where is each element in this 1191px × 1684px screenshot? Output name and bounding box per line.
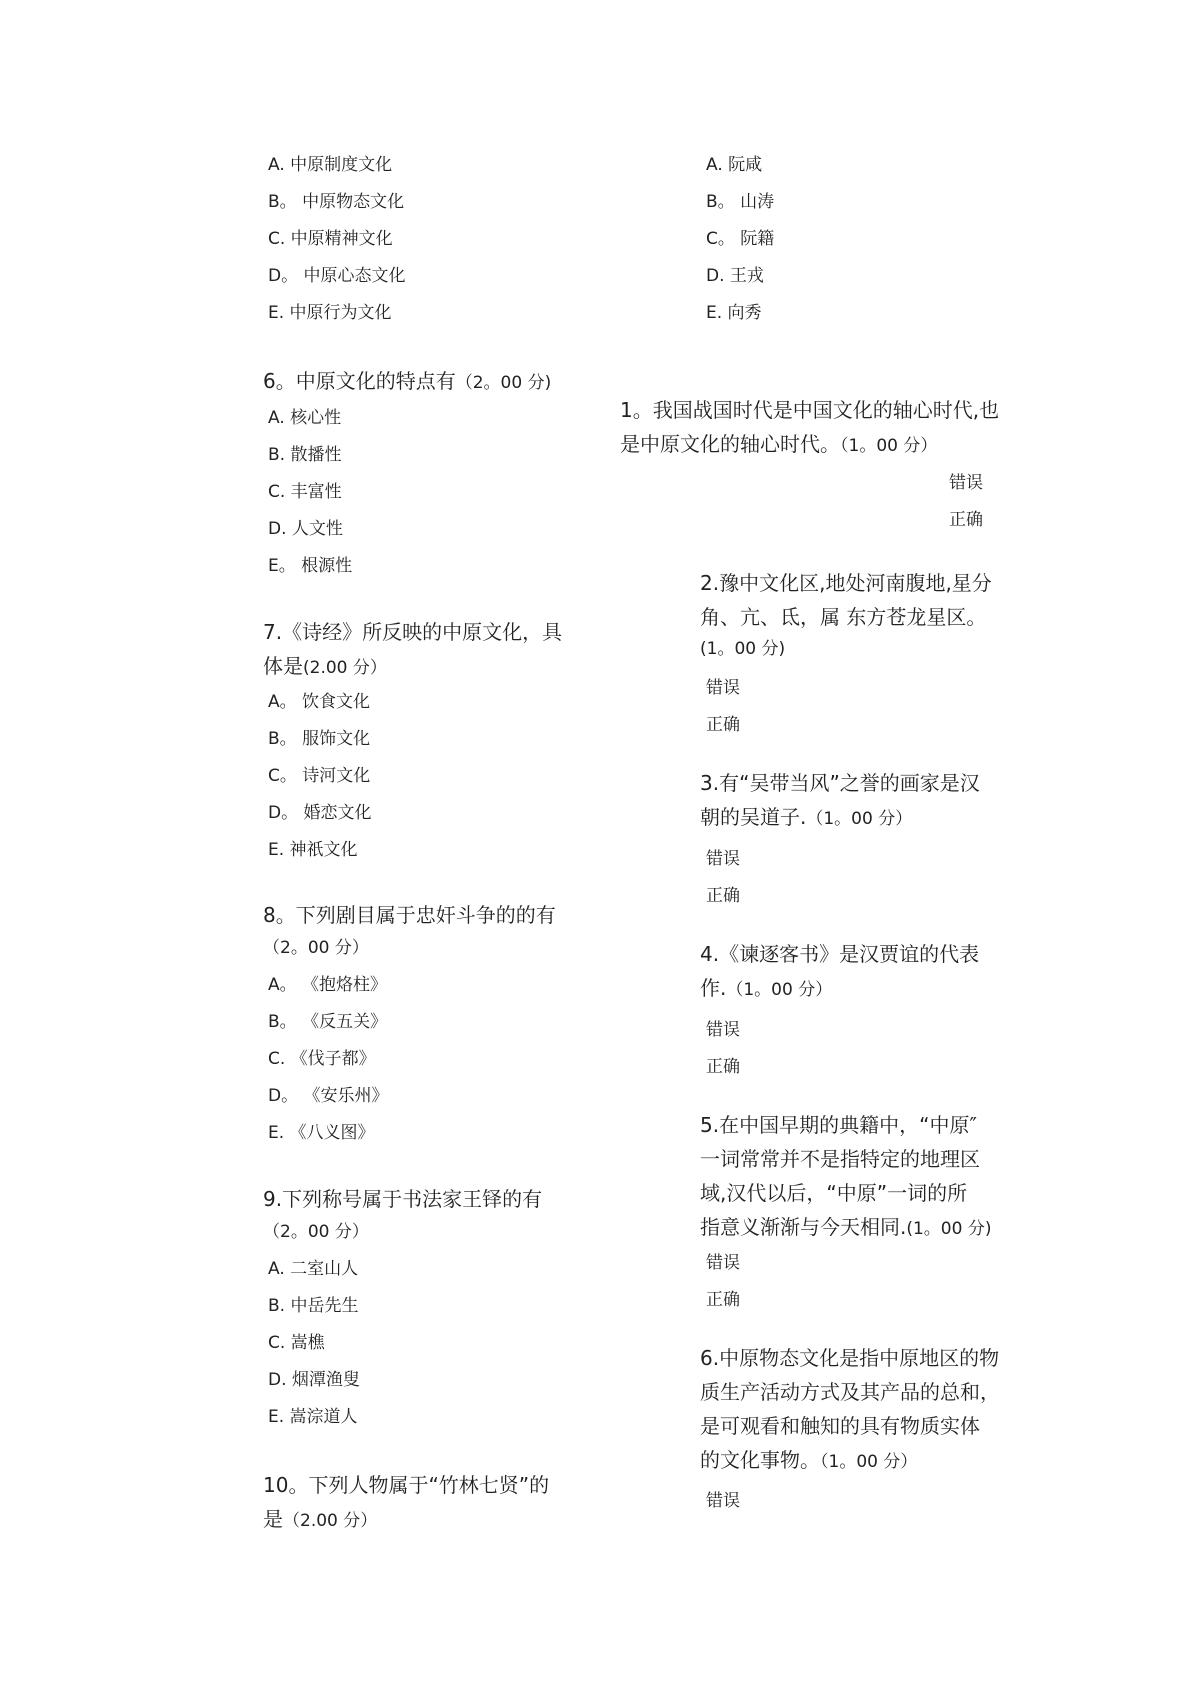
choice-true[interactable]: 正确 <box>949 510 983 530</box>
option-e[interactable]: E. 向秀 <box>706 303 762 323</box>
option-c[interactable]: C. 丰富性 <box>268 482 342 502</box>
option-c[interactable]: C。 阮籍 <box>706 229 775 249</box>
option-e[interactable]: E. 中原行为文化 <box>268 303 392 323</box>
question-text-line1: 3.有“吴带当风”之誉的画家是汉 <box>700 771 980 795</box>
option-d[interactable]: D. 人文性 <box>268 519 343 539</box>
option-d[interactable]: D. 王戎 <box>706 266 764 286</box>
option-a[interactable]: A。 饮食文化 <box>268 692 371 712</box>
points: (2.00 分） <box>303 658 387 678</box>
option-b[interactable]: B。 服饰文化 <box>268 729 371 749</box>
question-text-line4: 指意义渐渐与今天相同.(1。00 分) <box>700 1215 992 1239</box>
question-6 <box>263 364 583 400</box>
option-a[interactable]: A. 中原制度文化 <box>268 155 393 175</box>
q10-options <box>706 154 774 339</box>
points: (1。00 分) <box>906 1219 992 1239</box>
points: （1。00 分） <box>726 980 833 1000</box>
choice-false[interactable]: 错误 <box>706 1491 740 1511</box>
choice-true[interactable]: 正确 <box>706 1057 740 1077</box>
question-text-line3: 是可观看和触知的具有物质实体 <box>700 1414 980 1438</box>
question-text-line2: 作.（1。00 分） <box>700 976 833 1000</box>
question-text-line3: 域,汉代以后，“中原”一词的所 <box>700 1181 968 1205</box>
tf-question-5 <box>700 1108 1040 1246</box>
option-c[interactable]: C。 诗河文化 <box>268 766 371 786</box>
tf-5-choices <box>706 1252 740 1326</box>
question-text-line2 <box>263 1216 593 1246</box>
tf-6-choices <box>706 1490 740 1527</box>
tf-question-4 <box>700 937 1030 1007</box>
tf-4-choices <box>706 1019 740 1093</box>
choice-true[interactable]: 正确 <box>706 1290 740 1310</box>
question-text-line1: 8。下列剧目属于忠奸斗争的的有 <box>263 903 556 927</box>
option-a[interactable]: A. 二室山人 <box>268 1259 359 1279</box>
option-b[interactable]: B. 中岳先生 <box>268 1296 359 1316</box>
question-text: 6。中原文化的特点有（2。00 分) <box>263 369 552 393</box>
option-e[interactable]: E. 嵩淙道人 <box>268 1407 358 1427</box>
tf-2-choices <box>706 677 740 751</box>
points: （2。00 分） <box>263 1222 369 1242</box>
option-e[interactable]: E。 根源性 <box>268 556 353 576</box>
question-text-line2: 角、亢、氐，属 东方苍龙星区。 <box>700 605 987 629</box>
choice-false[interactable]: 错误 <box>706 1020 740 1040</box>
question-9 <box>263 1182 593 1246</box>
question-text-line2: 是（2.00 分） <box>263 1507 378 1531</box>
question-text-line2: 一词常常并不是指特定的地理区 <box>700 1147 980 1171</box>
tf-question-3 <box>700 766 1030 836</box>
tf-question-2 <box>700 566 1030 662</box>
option-b[interactable]: B。 中原物态文化 <box>268 192 405 212</box>
points: （1。00 分） <box>806 809 913 829</box>
option-e[interactable]: E. 神祇文化 <box>268 840 358 860</box>
q6-options <box>268 407 352 592</box>
option-a[interactable]: A. 阮咸 <box>706 155 763 175</box>
choice-false[interactable]: 错误 <box>949 473 983 493</box>
option-b[interactable]: B. 散播性 <box>268 445 342 465</box>
points: （2。00 分） <box>263 938 369 958</box>
question-text-line1: 6.中原物态文化是指中原地区的物 <box>700 1346 1000 1370</box>
tf-1-choices <box>949 472 983 546</box>
question-text-line1: 10。下列人物属于“竹林七贤”的 <box>263 1473 550 1497</box>
option-d[interactable]: D。 《安乐州》 <box>268 1086 389 1106</box>
option-e[interactable]: E. 《八义图》 <box>268 1123 375 1143</box>
choice-false[interactable]: 错误 <box>706 849 740 869</box>
question-text-line2: 质生产活动方式及其产品的总和， <box>700 1380 1000 1404</box>
question-text-line1: 2.豫中文化区,地处河南腹地,星分 <box>700 571 992 595</box>
option-b[interactable]: B。 《反五关》 <box>268 1012 388 1032</box>
question-8 <box>263 898 593 962</box>
question-text-line2: 体是(2.00 分） <box>263 654 387 678</box>
question-text-line1: 7.《诗经》所反映的中原文化，具 <box>263 620 563 644</box>
tf-3-choices <box>706 848 740 922</box>
points: (1。00 分) <box>700 639 786 659</box>
question-text-line1: 9.下列称号属于书法家王铎的有 <box>263 1187 543 1211</box>
tf-question-6 <box>700 1341 1040 1479</box>
question-text-line3 <box>700 634 1030 662</box>
question-text-line1: 4.《谏逐客书》是汉贾谊的代表 <box>700 942 980 966</box>
points: （2.00 分） <box>283 1511 378 1531</box>
question-text-line1: 1。我国战国时代是中国文化的轴心时代,也 <box>620 398 1000 422</box>
option-a[interactable]: A. 核心性 <box>268 408 342 428</box>
option-d[interactable]: D. 烟潭渔叟 <box>268 1370 360 1390</box>
option-c[interactable]: C. 《伐子都》 <box>268 1049 376 1069</box>
q9-options <box>268 1258 360 1443</box>
question-text-line2: 是中原文化的轴心时代。（1。00 分） <box>620 432 938 456</box>
question-10 <box>263 1468 593 1538</box>
option-a[interactable]: A。 《抱烙柱》 <box>268 975 388 995</box>
choice-false[interactable]: 错误 <box>706 678 740 698</box>
option-c[interactable]: C. 中原精神文化 <box>268 229 393 249</box>
q7-options <box>268 691 372 876</box>
option-c[interactable]: C. 嵩樵 <box>268 1333 325 1353</box>
choice-true[interactable]: 正确 <box>706 715 740 735</box>
points: （1。00 分） <box>820 1452 918 1472</box>
question-text-line2 <box>263 932 593 962</box>
q5-options <box>268 154 406 339</box>
points: （2。00 分) <box>455 373 552 393</box>
question-text-line4: 的文化事物。（1。00 分） <box>700 1448 918 1472</box>
option-d[interactable]: D。 婚恋文化 <box>268 803 372 823</box>
option-b[interactable]: B。 山涛 <box>706 192 775 212</box>
choice-false[interactable]: 错误 <box>706 1253 740 1273</box>
question-text-line2: 朝的吴道子.（1。00 分） <box>700 805 913 829</box>
q8-options <box>268 974 389 1159</box>
option-d[interactable]: D。 中原心态文化 <box>268 266 406 286</box>
tf-question-1 <box>620 393 1040 463</box>
question-7 <box>263 615 593 685</box>
question-text-line1: 5.在中国早期的典籍中，“中原″ <box>700 1113 977 1137</box>
points: （1。00 分） <box>840 436 938 456</box>
choice-true[interactable]: 正确 <box>706 886 740 906</box>
